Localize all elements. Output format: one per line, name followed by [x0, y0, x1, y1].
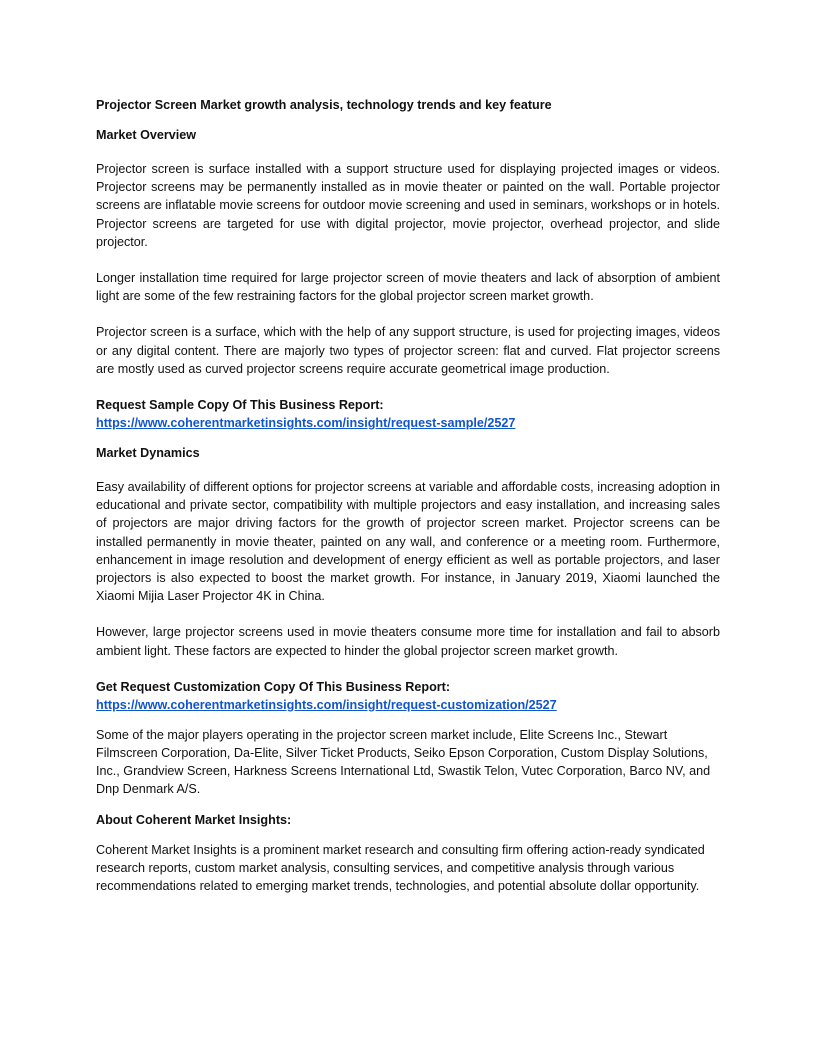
overview-paragraph-3: Projector screen is a surface, which with the help of any support structure, is used for projecting images, videos or any digital content. There are majorly two types of projector screen: flat and curved. Flat projector screens are mostly used as curved projector screens require accurate geometrical image production. — [96, 325, 720, 376]
request-sample-heading: Request Sample Copy Of This Business Report: — [96, 398, 384, 413]
document-title: Projector Screen Market growth analysis, technology trends and key feature — [96, 98, 552, 112]
request-customization-link[interactable]: https://www.coherentmarketinsights.com/insight/request-customization/2527 — [96, 697, 557, 712]
request-sample-link[interactable]: https://www.coherentmarketinsights.com/insight/request-sample/2527 — [96, 416, 516, 431]
section-heading-market-dynamics: Market Dynamics — [96, 446, 200, 461]
request-customization-heading: Get Request Customization Copy Of This Business Report: — [96, 679, 451, 694]
dynamics-paragraph-2: However, large projector screens used in movie theaters consume more time for installation and fail to absorb ambient light. These factors are expected to hinder the global projector screen market growth. — [96, 625, 720, 658]
about-paragraph: Coherent Market Insights is a prominent market research and consulting firm offering action-ready syndicated research reports, custom market analysis, consulting services, and competitive analysis through various recommendations related to emerging market trends, technologies, and potential absolute dollar opportunity. — [96, 842, 705, 894]
overview-paragraph-2: Longer installation time required for large projector screen of movie theaters and lack of absorption of ambient light are some of the few restraining factors for the global projector screen market growth. — [96, 271, 720, 304]
section-heading-about: About Coherent Market Insights: — [96, 812, 292, 827]
section-heading-market-overview: Market Overview — [96, 128, 197, 142]
major-players-paragraph: Some of the major players operating in the projector screen market include, Elite Screens Inc., Stewart Filmscreen Corporation, Da-Elite, Silver Ticket Products, Seiko Epson Corporation, Custom Display Solutions, Inc., Grandview Screen, Harkness Screens International Ltd, Swastik Telon, Vutec Corporation, Barco NV, and Dnp Denmark A/S. — [96, 727, 711, 797]
dynamics-paragraph-1: Easy availability of different options for projector screens at variable and affordable costs, increasing adoption in educational and private sector, compatibility with multiple projectors and easy installation, and increasing sales of projectors are major driving factors for the growth of projector screen market. Projector screens can be installed permanently in movie theater, painted on any wall, and conference or a meeting room. Furthermore, enhancement in image resolution and development of energy efficient as well as portable projectors, and laser projectors is also expected to boost the market growth. For instance, in January 2019, Xiaomi launched the Xiaomi Mijia Laser Projector 4K in China. — [96, 480, 720, 604]
overview-paragraph-1: Projector screen is surface installed with a support structure used for displaying projected images or videos. Projector screens may be permanently installed as in movie theater or painted on the wall. Portable projector screens are inflatable movie screens for outdoor movie screening and used in seminars, workshops or in hotels. Projector screens are targeted for use with digital projector, movie projector, overhead projector, and slide projector. — [96, 162, 720, 249]
document-page — [96, 96, 720, 895]
